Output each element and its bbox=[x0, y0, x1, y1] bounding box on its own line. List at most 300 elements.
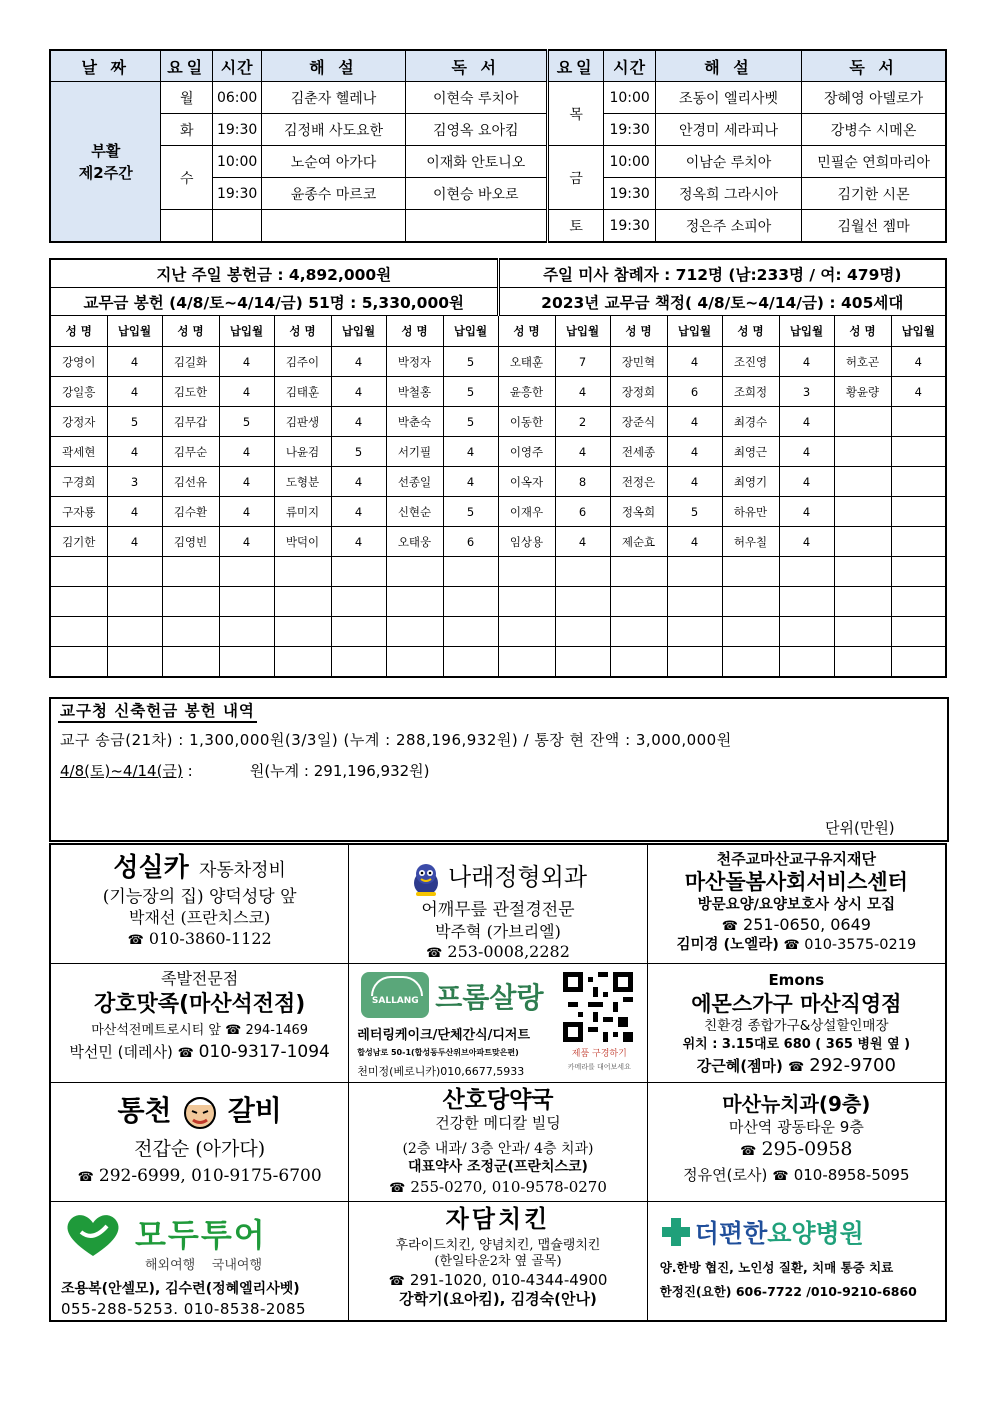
donor-name bbox=[610, 587, 667, 617]
reading-cell: 이현숙 루치아 bbox=[405, 82, 547, 114]
months-paid: 4 bbox=[779, 497, 834, 527]
reading-cell: 이현승 바오로 bbox=[405, 178, 547, 210]
bakery-badge: SALLANG bbox=[371, 996, 419, 1006]
donor-name: 나윤검 bbox=[274, 437, 331, 467]
time-cell: 10:00 bbox=[212, 146, 261, 178]
months-paid bbox=[443, 587, 498, 617]
ad-chicken bbox=[349, 1202, 647, 1322]
phone-icon: ☎ bbox=[389, 1180, 406, 1196]
months-paid bbox=[891, 497, 946, 527]
period-line1: 부활 bbox=[91, 141, 121, 160]
donor-name: 전정은 bbox=[610, 467, 667, 497]
months-paid bbox=[443, 647, 498, 678]
diocese-weekly bbox=[60, 760, 430, 781]
offering-table bbox=[49, 258, 947, 678]
months-paid bbox=[555, 587, 610, 617]
phone-icon: ☎ bbox=[426, 945, 443, 961]
months-paid: 3 bbox=[779, 377, 834, 407]
phone-icon: ☎ bbox=[177, 1045, 194, 1061]
months-paid: 4 bbox=[891, 377, 946, 407]
ad-line: 마산역 광동타운 9층 bbox=[728, 1118, 864, 1136]
day-cell: 목 bbox=[547, 82, 604, 146]
months-paid bbox=[107, 617, 162, 647]
qr-caption-sub: 카메라를 대어보세요 bbox=[567, 1063, 631, 1071]
months-paid: 4 bbox=[555, 437, 610, 467]
commentary-cell bbox=[262, 210, 405, 243]
ad-travel bbox=[50, 1202, 349, 1322]
donor-name bbox=[610, 617, 667, 647]
ad-line: 어깨무릎 관절경전문 bbox=[421, 900, 575, 920]
col-commentary-2: 해 설 bbox=[655, 50, 801, 82]
donor-name: 오태훈 bbox=[498, 347, 555, 377]
donor-name bbox=[274, 557, 331, 587]
donor-name bbox=[834, 647, 891, 678]
months-paid bbox=[555, 647, 610, 678]
time-cell bbox=[212, 210, 261, 243]
donor-name: 조진영 bbox=[722, 347, 779, 377]
time-cell: 10:00 bbox=[604, 82, 655, 114]
months-paid: 5 bbox=[107, 407, 162, 437]
donor-name: 박덕이 bbox=[274, 527, 331, 557]
ad-title: 산호당약국 bbox=[442, 1087, 554, 1113]
donor-name: 강정자 bbox=[50, 407, 107, 437]
months-paid bbox=[443, 557, 498, 587]
months-paid bbox=[779, 557, 834, 587]
offering-row bbox=[50, 497, 946, 527]
donor-name bbox=[834, 497, 891, 527]
chef-mascot-icon bbox=[177, 1091, 223, 1131]
months-paid bbox=[331, 587, 386, 617]
months-paid: 5 bbox=[219, 407, 274, 437]
months-paid: 6 bbox=[667, 377, 722, 407]
ad-title: 나래정형외과 bbox=[447, 863, 588, 892]
col-name: 성 명 bbox=[498, 316, 555, 347]
months-paid: 5 bbox=[443, 347, 498, 377]
col-name: 성 명 bbox=[274, 316, 331, 347]
months-paid: 8 bbox=[555, 467, 610, 497]
col-day: 요일 bbox=[161, 50, 212, 82]
donor-name: 김주이 bbox=[274, 347, 331, 377]
commentary-cell: 조동이 엘리사벳 bbox=[655, 82, 801, 114]
col-name: 성 명 bbox=[162, 316, 219, 347]
ad-galbi bbox=[50, 1083, 349, 1202]
col-month: 납입월 bbox=[891, 316, 946, 347]
donor-name: 김도한 bbox=[162, 377, 219, 407]
reading-cell: 김기한 시몬 bbox=[802, 178, 946, 210]
months-paid: 4 bbox=[667, 527, 722, 557]
ad-car-repair bbox=[50, 844, 349, 964]
commentary-cell: 윤종수 마르코 bbox=[262, 178, 405, 210]
col-name: 성 명 bbox=[834, 316, 891, 347]
donor-name: 이재우 bbox=[498, 497, 555, 527]
months-paid: 7 bbox=[555, 347, 610, 377]
time-cell: 19:30 bbox=[604, 210, 655, 243]
donor-name: 정옥희 bbox=[610, 497, 667, 527]
ad-phone: 295-0958 bbox=[761, 1138, 853, 1161]
months-paid bbox=[107, 647, 162, 678]
donor-name bbox=[50, 557, 107, 587]
months-paid: 4 bbox=[107, 347, 162, 377]
months-paid bbox=[891, 437, 946, 467]
offering-row bbox=[50, 467, 946, 497]
donor-name bbox=[834, 617, 891, 647]
col-time: 시간 bbox=[212, 50, 261, 82]
schedule-row bbox=[50, 82, 946, 114]
months-paid: 4 bbox=[555, 527, 610, 557]
ad-phone: 253-0008,2282 bbox=[447, 941, 570, 961]
day-cell: 화 bbox=[161, 114, 212, 146]
months-paid bbox=[667, 647, 722, 678]
ad-title: 마산돌봄사회서비스센터 bbox=[684, 870, 908, 895]
ad-hospital bbox=[647, 1202, 946, 1322]
qr-caption: 제품 구경하기 bbox=[571, 1049, 627, 1059]
donor-name bbox=[498, 647, 555, 678]
donor-name: 선종일 bbox=[386, 467, 443, 497]
months-paid bbox=[891, 647, 946, 678]
col-name: 성 명 bbox=[610, 316, 667, 347]
ad-phone: 251-0650, 0649 bbox=[743, 915, 871, 935]
ad-line: 친환경 종합가구&상설할인매장 bbox=[704, 1018, 889, 1035]
months-paid: 4 bbox=[779, 527, 834, 557]
months-paid: 4 bbox=[107, 497, 162, 527]
phone-icon: ☎ bbox=[772, 1169, 789, 1185]
months-paid: 4 bbox=[219, 497, 274, 527]
ad-line: 방문요양/요양보호사 상시 모집 bbox=[697, 897, 896, 914]
donor-name bbox=[386, 557, 443, 587]
donor-name: 윤흥한 bbox=[498, 377, 555, 407]
mass-attendance: 주일 미사 참례자 : 712명 (남:233명 / 여: 479명) bbox=[498, 259, 946, 288]
ad-line: 레터링케이크/단체간식/디저트 bbox=[357, 1028, 531, 1043]
ad-phone: 292-6999, 010-9175-6700 bbox=[98, 1165, 322, 1186]
months-paid: 4 bbox=[219, 437, 274, 467]
donor-name: 구자룡 bbox=[50, 497, 107, 527]
donor-name bbox=[722, 647, 779, 678]
donor-name bbox=[722, 587, 779, 617]
ad-phone: 055-288-5253. 010-8538-2085 bbox=[61, 1300, 307, 1318]
ad-phone: 010-3575-0219 bbox=[804, 937, 917, 953]
ad-line: 박재선 (프란치스코) bbox=[129, 908, 271, 928]
ad-orthopedics bbox=[349, 844, 647, 964]
ad-subtitle: 자동차정비 bbox=[198, 860, 286, 881]
donor-name bbox=[162, 557, 219, 587]
ad-furniture bbox=[647, 964, 946, 1083]
ad-phone: 010-9317-1094 bbox=[198, 1041, 330, 1062]
ad-bakery bbox=[349, 964, 647, 1083]
donor-name: 박정자 bbox=[386, 347, 443, 377]
reading-cell: 김영옥 요아킴 bbox=[405, 114, 547, 146]
qr-code-icon bbox=[563, 972, 633, 1042]
phone-icon: ☎ bbox=[77, 1169, 94, 1185]
schedule-row bbox=[50, 146, 946, 178]
offering-row bbox=[50, 647, 946, 678]
ad-contact: 전갑순 (아가다) bbox=[134, 1138, 266, 1160]
ad-contact: 정유연(로사) bbox=[683, 1166, 768, 1185]
ad-title: 에몬스가구 마산직영점 bbox=[691, 992, 902, 1017]
church-fee-total: 2023년 교무금 책정( 4/8/토~4/14/금) : 405세대 bbox=[498, 288, 946, 316]
reading-cell: 민필순 연희마리아 bbox=[802, 146, 946, 178]
ad-title: 통천 bbox=[117, 1093, 172, 1127]
heart-logo-icon bbox=[63, 1212, 123, 1258]
months-paid: 4 bbox=[779, 437, 834, 467]
ad-care-center bbox=[647, 844, 946, 964]
donor-name: 임상용 bbox=[498, 527, 555, 557]
commentary-cell: 이남순 루치아 bbox=[655, 146, 801, 178]
months-paid bbox=[779, 647, 834, 678]
months-paid bbox=[107, 557, 162, 587]
col-month: 납입월 bbox=[443, 316, 498, 347]
donor-name: 구경희 bbox=[50, 467, 107, 497]
donor-name bbox=[498, 557, 555, 587]
offering-row bbox=[50, 527, 946, 557]
offering-summary-row bbox=[50, 259, 946, 288]
col-day-2: 요일 bbox=[547, 50, 604, 82]
donor-name bbox=[50, 617, 107, 647]
months-paid bbox=[219, 647, 274, 678]
day-cell: 월 bbox=[161, 82, 212, 114]
offering-row bbox=[50, 347, 946, 377]
months-paid bbox=[891, 587, 946, 617]
donor-name bbox=[386, 587, 443, 617]
ad-title: 자담치킨 bbox=[445, 1205, 551, 1233]
diocese-title: 교구청 신축헌금 봉헌 내역 bbox=[58, 699, 257, 723]
offering-row bbox=[50, 437, 946, 467]
months-paid: 4 bbox=[219, 347, 274, 377]
donor-name bbox=[610, 557, 667, 587]
ads-grid bbox=[49, 843, 947, 1322]
day-cell: 수 bbox=[161, 146, 212, 210]
donor-name: 최영근 bbox=[722, 437, 779, 467]
ad-line: 천주교마산교구유지재단 bbox=[716, 850, 877, 868]
commentary-cell: 정은주 소피아 bbox=[655, 210, 801, 243]
donor-name: 장준식 bbox=[610, 407, 667, 437]
ad-line: 후라이드치킨, 양념치킨, 맵슐랭치킨 bbox=[395, 1237, 601, 1253]
months-paid bbox=[331, 647, 386, 678]
time-cell: 19:30 bbox=[212, 114, 261, 146]
phone-icon: ☎ bbox=[783, 938, 800, 953]
ad-contact: 대표약사 조정군(프란치스코) bbox=[408, 1158, 588, 1175]
ad-phone: 010-3860-1122 bbox=[148, 928, 272, 948]
col-month: 납입월 bbox=[107, 316, 162, 347]
donor-name: 김영빈 bbox=[162, 527, 219, 557]
months-paid bbox=[107, 587, 162, 617]
months-paid: 6 bbox=[555, 497, 610, 527]
phone-icon: ☎ bbox=[721, 919, 738, 935]
ad-title: 마산뉴치과(9층) bbox=[722, 1092, 871, 1116]
months-paid: 4 bbox=[107, 377, 162, 407]
time-cell: 06:00 bbox=[212, 82, 261, 114]
donor-name: 장민혁 bbox=[610, 347, 667, 377]
ad-subtitle: 해외여행 bbox=[145, 1258, 196, 1273]
donor-name: 하유만 bbox=[722, 497, 779, 527]
donor-name: 전세종 bbox=[610, 437, 667, 467]
phone-icon: ☎ bbox=[388, 1274, 405, 1290]
months-paid bbox=[891, 557, 946, 587]
ad-title: 프롬살랑 bbox=[435, 981, 544, 1014]
ad-subtitle: 국내여행 bbox=[211, 1258, 262, 1273]
donor-name: 이옥자 bbox=[498, 467, 555, 497]
donor-name bbox=[498, 587, 555, 617]
donor-name: 제순효 bbox=[610, 527, 667, 557]
months-paid bbox=[667, 557, 722, 587]
months-paid: 4 bbox=[443, 437, 498, 467]
months-paid: 4 bbox=[779, 347, 834, 377]
donor-name: 신현순 bbox=[386, 497, 443, 527]
donor-name: 도형분 bbox=[274, 467, 331, 497]
donor-name: 김태훈 bbox=[274, 377, 331, 407]
donor-name: 이동한 bbox=[498, 407, 555, 437]
months-paid bbox=[331, 617, 386, 647]
ad-line: (기능장의 집) 양덕성당 앞 bbox=[102, 886, 297, 907]
day-cell: 토 bbox=[547, 210, 604, 243]
months-paid: 4 bbox=[331, 377, 386, 407]
last-week-offering: 지난 주일 봉헌금 : 4,892,000원 bbox=[50, 259, 498, 288]
offering-row bbox=[50, 377, 946, 407]
ad-line: 족발전문점 bbox=[161, 969, 239, 988]
ad-phone: 294-1469 bbox=[245, 1022, 309, 1038]
ad-phone: 291-1020, 010-4344-4900 bbox=[409, 1271, 608, 1290]
months-paid bbox=[219, 617, 274, 647]
ad-jokbal bbox=[50, 964, 349, 1083]
schedule-row bbox=[50, 210, 946, 243]
ad-contact: 한정진(요한) 606-7722 /010-9210-6860 bbox=[659, 1284, 917, 1299]
months-paid: 4 bbox=[331, 497, 386, 527]
ad-phone: 010-8958-5095 bbox=[793, 1166, 910, 1185]
ad-line: 건강한 메디칼 빌딩 bbox=[435, 1114, 561, 1133]
months-paid: 4 bbox=[443, 467, 498, 497]
donor-name bbox=[386, 617, 443, 647]
ad-line: (한일타운2차 옆 골목) bbox=[434, 1253, 562, 1269]
col-reading: 독 서 bbox=[405, 50, 547, 82]
months-paid: 5 bbox=[667, 497, 722, 527]
months-paid: 4 bbox=[107, 527, 162, 557]
bakery-logo-icon bbox=[361, 972, 429, 1018]
reading-cell: 김월선 젬마 bbox=[802, 210, 946, 243]
offering-row bbox=[50, 557, 946, 587]
donor-name: 장정희 bbox=[610, 377, 667, 407]
donor-name: 김무순 bbox=[162, 437, 219, 467]
donor-name: 곽세현 bbox=[50, 437, 107, 467]
months-paid: 5 bbox=[443, 377, 498, 407]
donor-name: 이영주 bbox=[498, 437, 555, 467]
ad-contact: 김미경 (노엘라) bbox=[676, 937, 779, 953]
commentary-cell: 김정배 사도요한 bbox=[262, 114, 405, 146]
donor-name bbox=[50, 647, 107, 678]
diocese-remittance: 교구 송금(21차) : 1,300,000원(3/3일) (누계 : 288,196,932원) / 통장 현 잔액 : 3,000,000원 bbox=[60, 731, 732, 749]
donor-name: 김길화 bbox=[162, 347, 219, 377]
donor-name: 서기필 bbox=[386, 437, 443, 467]
col-month: 납입월 bbox=[331, 316, 386, 347]
col-commentary: 해 설 bbox=[262, 50, 405, 82]
donor-name: 김수환 bbox=[162, 497, 219, 527]
offering-summary-row bbox=[50, 288, 946, 316]
donor-name: 김선유 bbox=[162, 467, 219, 497]
ad-line: 양.한방 협진, 노인성 질환, 치매 통증 치료 bbox=[659, 1260, 894, 1275]
donor-name bbox=[834, 407, 891, 437]
months-paid: 5 bbox=[443, 407, 498, 437]
donor-name: 김무갑 bbox=[162, 407, 219, 437]
donor-name bbox=[834, 437, 891, 467]
donor-name: 허우칠 bbox=[722, 527, 779, 557]
commentary-cell: 정옥희 그라시아 bbox=[655, 178, 801, 210]
months-paid: 4 bbox=[331, 527, 386, 557]
donor-name bbox=[834, 557, 891, 587]
ad-contact: 강학기(요아킴), 김경숙(안나) bbox=[399, 1290, 597, 1309]
ad-line: 박주혁 (가브리엘) bbox=[435, 921, 561, 941]
months-paid bbox=[555, 617, 610, 647]
donor-name: 최영기 bbox=[722, 467, 779, 497]
months-paid: 4 bbox=[219, 377, 274, 407]
donor-name: 박춘숙 bbox=[386, 407, 443, 437]
ad-contact: 강근혜(젬마) bbox=[696, 1056, 783, 1075]
phone-icon: ☎ bbox=[740, 1144, 757, 1160]
donor-name: 김판생 bbox=[274, 407, 331, 437]
donor-name: 김기한 bbox=[50, 527, 107, 557]
ad-title: 요양병원 bbox=[767, 1219, 864, 1248]
offering-row bbox=[50, 617, 946, 647]
offering-column-header-row bbox=[50, 316, 946, 347]
months-paid: 5 bbox=[443, 497, 498, 527]
ad-phone: 255-0270, 010-9578-0270 bbox=[410, 1177, 607, 1196]
donor-name: 류미지 bbox=[274, 497, 331, 527]
ad-title: 강호맛족(마산석전점) bbox=[93, 992, 306, 1018]
ad-dental bbox=[647, 1083, 946, 1202]
donor-name: 강일흥 bbox=[50, 377, 107, 407]
ad-contact: 박선민 (데레사) bbox=[69, 1042, 173, 1061]
col-name: 성 명 bbox=[386, 316, 443, 347]
months-paid: 4 bbox=[667, 347, 722, 377]
donor-name bbox=[722, 617, 779, 647]
months-paid: 5 bbox=[331, 437, 386, 467]
months-paid bbox=[219, 557, 274, 587]
time-cell: 10:00 bbox=[604, 146, 655, 178]
time-cell: 19:30 bbox=[604, 114, 655, 146]
schedule-row bbox=[50, 114, 946, 146]
months-paid bbox=[667, 587, 722, 617]
months-paid: 4 bbox=[779, 467, 834, 497]
donor-name bbox=[610, 647, 667, 678]
months-paid: 4 bbox=[667, 467, 722, 497]
reading-cell: 이재화 안토니오 bbox=[405, 146, 547, 178]
donor-name bbox=[50, 587, 107, 617]
months-paid bbox=[891, 467, 946, 497]
col-month: 납입월 bbox=[667, 316, 722, 347]
ad-contact: 조용복(안셀모), 김수련(정혜엘리사벳) bbox=[61, 1281, 300, 1297]
diocese-unit: 단위(만원) bbox=[825, 819, 895, 837]
months-paid: 4 bbox=[331, 467, 386, 497]
church-fee-offering: 교무금 봉헌 (4/8/토~4/14/금) 51명 : 5,330,000원 bbox=[50, 288, 498, 316]
cross-logo-icon bbox=[662, 1218, 690, 1246]
ad-title: 갈비 bbox=[227, 1093, 282, 1127]
offering-row bbox=[50, 407, 946, 437]
months-paid bbox=[443, 617, 498, 647]
months-paid: 2 bbox=[555, 407, 610, 437]
donor-name: 오태웅 bbox=[386, 527, 443, 557]
reading-cell: 강병수 시메온 bbox=[802, 114, 946, 146]
donor-name bbox=[386, 647, 443, 678]
col-month: 납입월 bbox=[779, 316, 834, 347]
schedule-header-row bbox=[50, 50, 946, 82]
months-paid bbox=[779, 617, 834, 647]
reading-cell bbox=[405, 210, 547, 243]
donor-name bbox=[274, 617, 331, 647]
donor-name: 강영이 bbox=[50, 347, 107, 377]
donor-name bbox=[722, 557, 779, 587]
donor-name: 박철홍 bbox=[386, 377, 443, 407]
donor-name: 최경수 bbox=[722, 407, 779, 437]
period-cell bbox=[50, 82, 161, 243]
months-paid: 6 bbox=[443, 527, 498, 557]
ad-line: (2층 내과/ 3층 안과/ 4층 치과) bbox=[402, 1140, 594, 1157]
